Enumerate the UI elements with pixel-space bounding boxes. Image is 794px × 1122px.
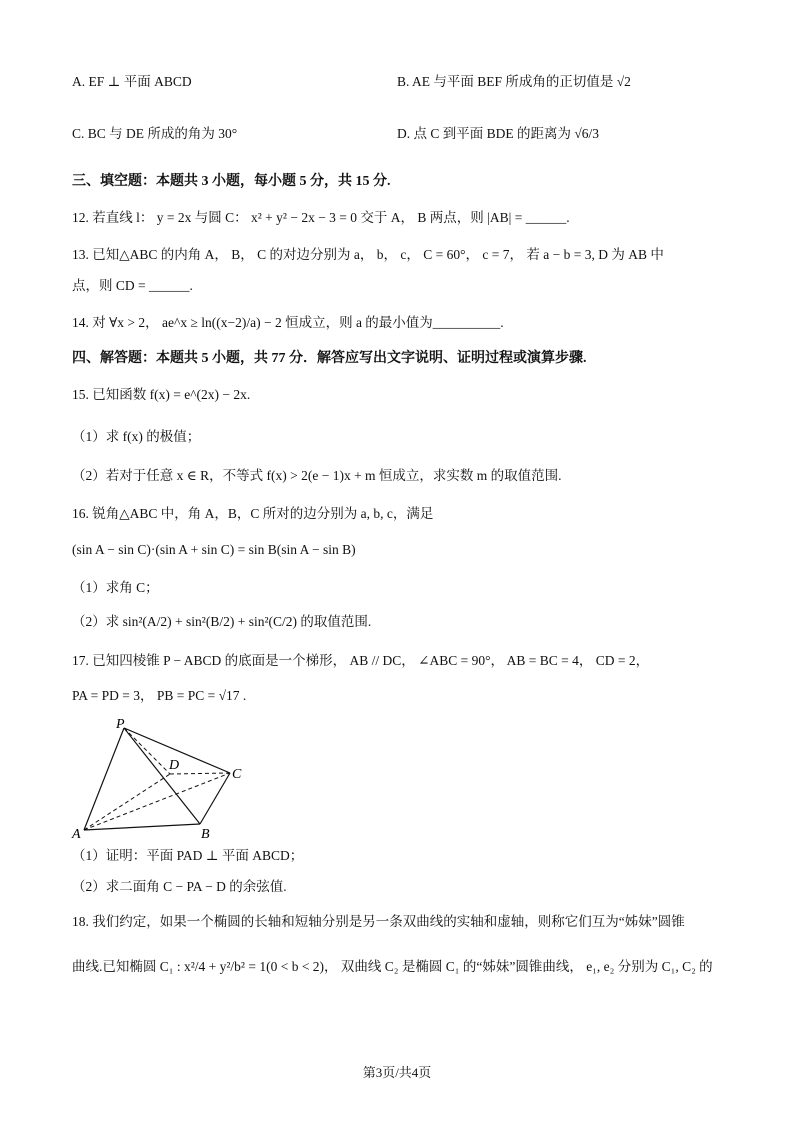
edge-pa [84,728,124,830]
question-17-line1: 17. 已知四棱锥 P − ABCD 的底面是一个梯形， AB // DC， ∠ABC = 90°， AB = BC = 4， CD = 2， [72,653,650,668]
edge-bc [200,773,230,824]
option-c: C. BC 与 DE 所成的角为 30° [72,126,238,141]
question-13-line2: 点，则 CD = ______. [72,278,193,293]
question-16-part1: （1）求角 C； [72,580,159,595]
question-16-part2: （2）求 sin²(A/2) + sin²(B/2) + sin²(C/2) 的取值范围. [72,614,372,629]
edge-ab [84,824,200,830]
label-b: B [201,827,210,842]
question-18-line1: 18. 我们约定，如果一个椭圆的长轴和短轴分别是另一条双曲线的实轴和虚轴，则称它们互为“姊妹”圆锥 [72,914,685,929]
option-b: B. AE 与平面 BEF 所成角的正切值是 √2 [397,74,631,89]
edge-ac [84,773,230,830]
label-d: D [169,758,180,773]
option-a: A. EF ⊥ 平面 ABCD [72,74,192,89]
question-14: 14. 对 ∀x > 2， ae^x ≥ ln((x−2)/a) − 2 恒成立，则 a 的最小值为__________. [72,315,504,330]
question-16-equation: (sin A − sin C)·(sin A + sin C) = sin B(sin A − sin B) [72,542,356,557]
question-13-line1: 13. 已知△ABC 的内角 A， B， C 的对边分别为 a， b， c， C = 60°， c = 7， 若 a − b = 3, D 为 AB 中 [72,247,664,262]
label-p: P [116,717,125,732]
question-15-part1: （1）求 f(x) 的极值； [72,429,201,444]
edge-dc [170,773,230,774]
question-17-line2: PA = PD = 3， PB = PC = √17 . [72,688,247,703]
question-12: 12. 若直线 l： y = 2x 与圆 C： x² + y² − 2x − 3 = 0 交于 A， B 两点，则 |AB| = ______. [72,210,570,225]
question-18-line2: 曲线.已知椭圆 C₁ : x²/4 + y²/b² = 1(0 < b < 2)， 双曲线 C₂ 是椭圆 C₁ 的“姊妹”圆锥曲线， e₁, e₂ 分别为 C₁, C₂ 的 [72,959,713,974]
page-footer: 第3页/共4页 [362,1065,432,1080]
label-a: A [72,827,81,842]
pyramid-figure [70,712,260,842]
option-d: D. 点 C 到平面 BDE 的距离为 √6/3 [397,126,600,141]
edge-ad [84,774,170,830]
section4-heading: 四、解答题：本题共 5 小题，共 77 分．解答应写出文字说明、证明过程或演算步骤. [72,351,587,366]
label-c: C [232,767,242,782]
edge-pd [124,728,170,774]
question-16: 16. 锐角△ABC 中，角 A，B，C 所对的边分别为 a, b, c，满足 [72,506,434,521]
question-17-part2: （2）求二面角 C − PA − D 的余弦值. [72,879,287,894]
question-15-part2: （2）若对于任意 x ∈ R，不等式 f(x) > 2(e − 1)x + m 恒成立，求实数 m 的取值范围. [72,468,562,483]
edge-pb [124,728,200,824]
section3-heading: 三、填空题：本题共 3 小题，每小题 5 分，共 15 分. [72,174,391,189]
question-15: 15. 已知函数 f(x) = e^(2x) − 2x. [72,387,251,402]
question-17-part1: （1）证明：平面 PAD ⊥ 平面 ABCD； [72,848,304,863]
